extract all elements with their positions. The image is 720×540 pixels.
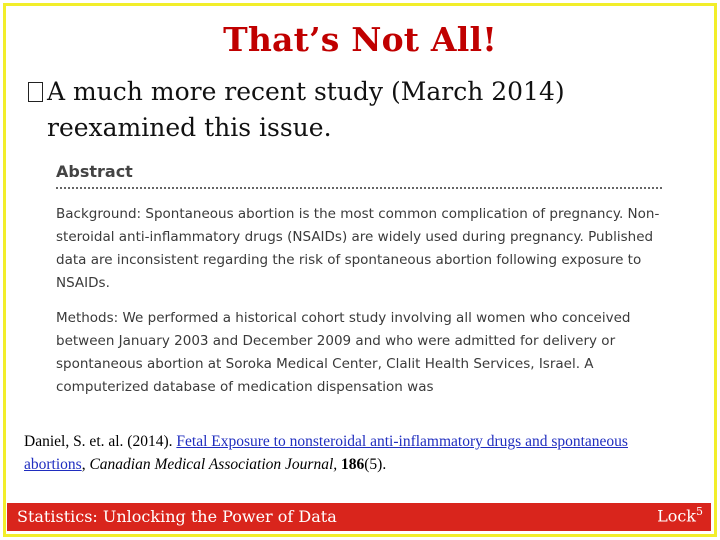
abstract-screenshot: [52, 156, 668, 408]
citation: [24, 430, 684, 476]
citation-authors: Daniel, S. et. al. (2014).: [24, 433, 177, 450]
footer-bar: [7, 503, 711, 531]
bullet-text-1: A much more recent study (March 2014): [47, 77, 565, 106]
citation-link[interactable]: Fetal Exposure to nonsteroidal anti-inflammatory drugs and spontaneous abortions: [24, 433, 628, 473]
abstract-background: Background: Spontaneous abortion is the most common complication of pregnancy. Non-steroidal anti-inflammatory drugs (NSAIDs) are widely used during pregnancy. Published data are inconsistent regarding the risk of spontaneous abortion following exposure to NSAIDs.: [56, 206, 660, 291]
footer-author-name: Lock: [657, 506, 696, 526]
citation-journal: Canadian Medical Association Journal,: [89, 456, 342, 473]
abstract-divider: [56, 187, 662, 189]
bullet-box-icon: [28, 82, 43, 102]
citation-volume: 186: [341, 456, 365, 473]
bullet-point: [28, 74, 668, 146]
footer-author: [657, 505, 703, 525]
citation-issue: (5).: [364, 456, 387, 473]
footer-book-title: Statistics: Unlocking the Power of Data: [17, 507, 337, 526]
abstract-heading: Abstract: [56, 162, 133, 181]
bullet-line-1: [28, 74, 668, 110]
slide-title: That’s Not All!: [223, 20, 497, 59]
bullet-text-2: reexamined this issue.: [47, 113, 332, 142]
footer-author-sup: 5: [696, 505, 703, 518]
citation-separator: ,: [81, 456, 90, 473]
abstract-methods: Methods: We performed a historical cohort study involving all women who conceived between January 2003 and December 2009 and who were admitted for delivery or spontaneous abortion at Soroka Medical Center, Clalit Health Services, Israel. A computerized database of medication dispensation was: [56, 310, 631, 395]
